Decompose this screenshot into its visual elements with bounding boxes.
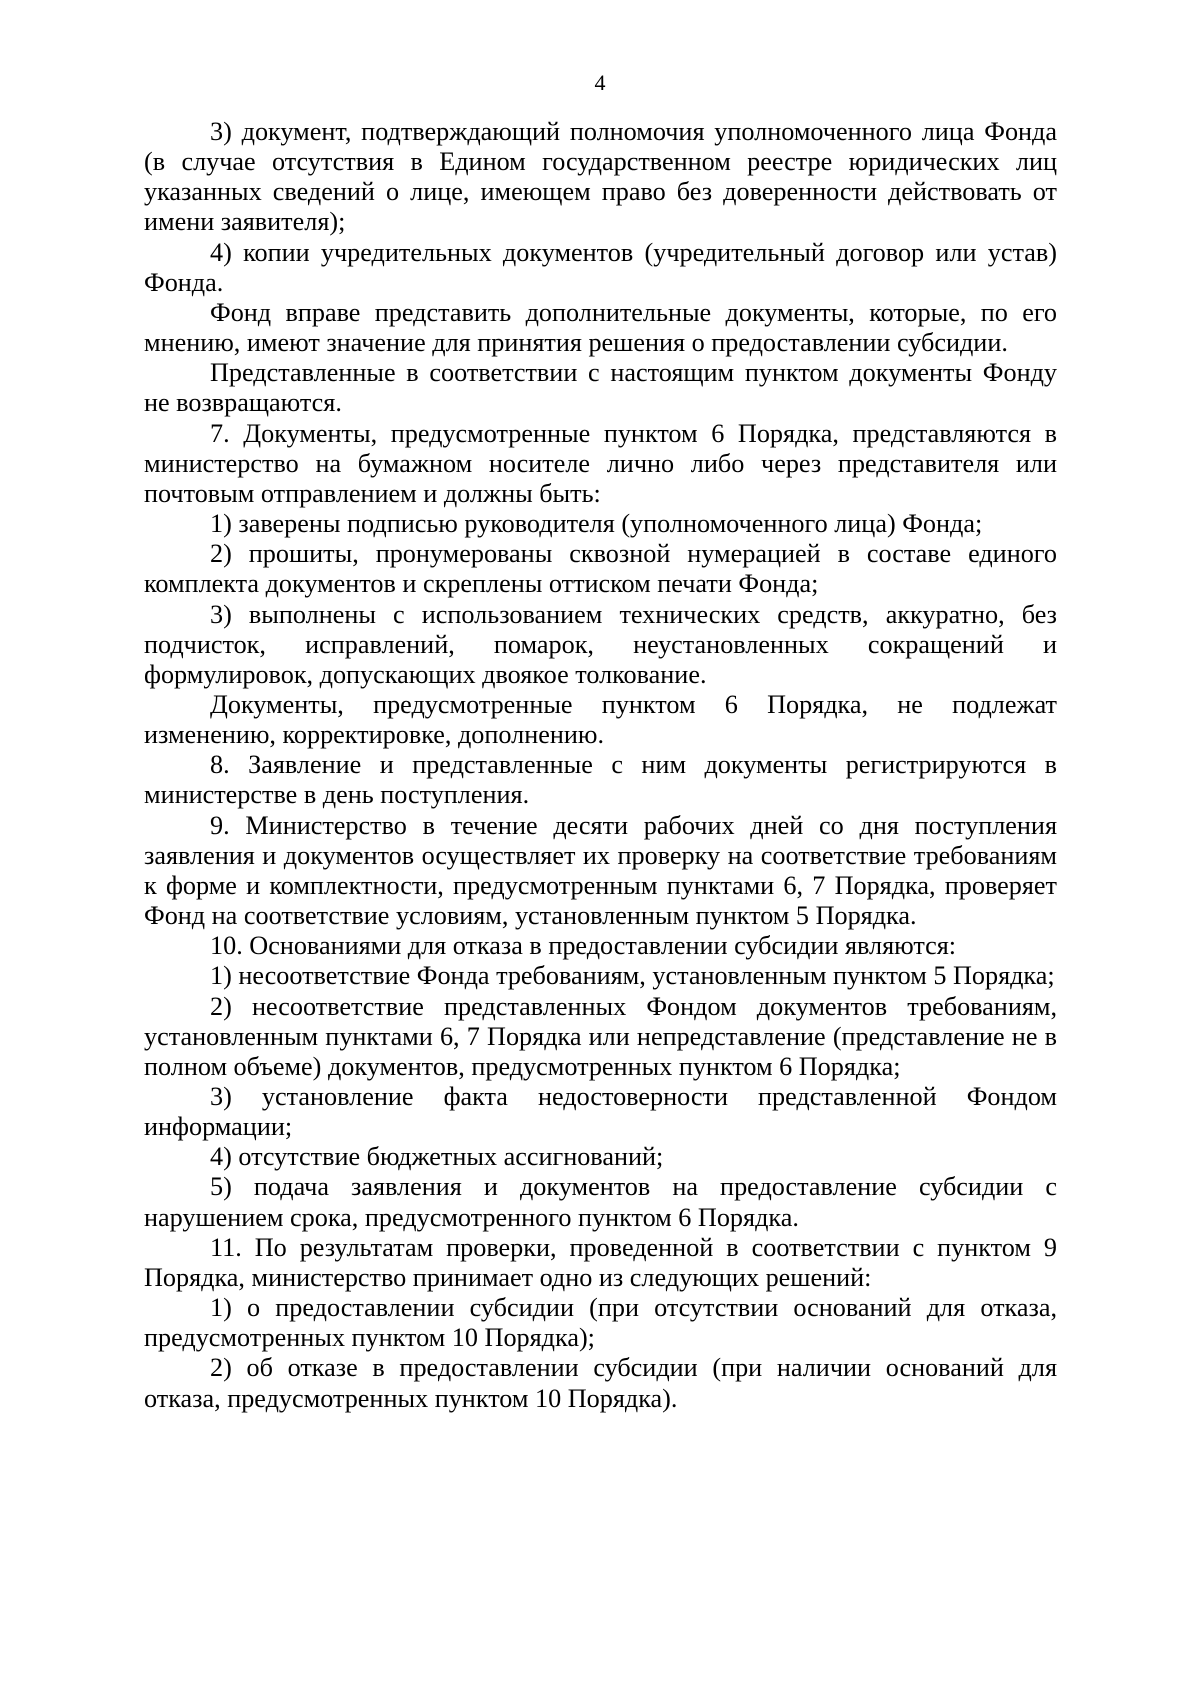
paragraph-clause-9: 9. Министерство в течение десяти рабочих дней со дня поступления заявления и документов осуществляет их проверку на соответствие требованиям к форме и комплектности, предусмотренным пунктами 6, 7 Порядка, проверяет Фонд на соответствие условиям, установленным пунктом 5 Порядка. — [144, 810, 1057, 931]
paragraph-item-3-authority-document: 3) документ, подтверждающий полномочия уполномоченного лица Фонда (в случае отсутствия в Едином государственном реестре юридических лиц указанных сведений о лице, имеющем право без доверенности действовать от имени заявителя); — [144, 117, 1057, 237]
paragraph-clause-7-item-2: 2) прошиты, пронумерованы сквозной нумерацией в составе единого комплекта документов и скреплены оттиском печати Фонда; — [144, 539, 1057, 599]
paragraph-clause-10-item-4: 4) отсутствие бюджетных ассигнований; — [210, 1142, 664, 1172]
paragraph-clause-10-item-3: 3) установление факта недостоверности представленной Фондом информации; — [144, 1082, 1057, 1142]
paragraph-documents-not-changed: Документы, предусмотренные пунктом 6 Порядка, не подлежат изменению, корректировке, дополнению. — [144, 689, 1057, 750]
paragraph-clause-7-item-3: 3) выполнены с использованием технических средств, аккуратно, без подчисток, исправлений, помарок, неустановленных сокращений и формулировок, допускающих двоякое толкование. — [144, 599, 1057, 689]
paragraph-clause-10-item-2: 2) несоответствие представленных Фондом документов требованиям, установленным пунктами 6, 7 Порядка или непредставление (представление не в полном объеме) документов, предусмотренных пунктом 6 Порядка; — [144, 991, 1057, 1081]
paragraph-clause-7: 7. Документы, предусмотренные пунктом 6 Порядка, представляются в министерство на бумажном носителе лично либо через представителя или почтовым отправлением и должны быть: — [144, 418, 1057, 508]
paragraph-documents-not-returned: Представленные в соответствии с настоящим пунктом документы Фонду не возвращаются. — [144, 358, 1057, 418]
paragraph-item-4-founding-documents: 4) копии учредительных документов (учредительный договор или устав) Фонда. — [144, 237, 1057, 297]
paragraph-clause-10-item-5: 5) подача заявления и документов на предоставление субсидии с нарушением срока, предусмотренного пунктом 6 Порядка. — [144, 1172, 1057, 1232]
paragraph-clause-10: 10. Основаниями для отказа в предоставлении субсидии являются: — [210, 931, 957, 961]
paragraph-additional-documents: Фонд вправе представить дополнительные документы, которые, по его мнению, имеют значение для принятия решения о предоставлении субсидии. — [144, 297, 1057, 358]
paragraph-clause-7-item-1: 1) заверены подписью руководителя (уполномоченного лица) Фонда; — [210, 509, 983, 539]
paragraph-clause-8: 8. Заявление и представленные с ним документы регистрируются в министерстве в день поступления. — [144, 750, 1057, 810]
paragraph-clause-11-item-1: 1) о предоставлении субсидии (при отсутствии оснований для отказа, предусмотренных пунктом 10 Порядка); — [144, 1293, 1057, 1353]
paragraph-clause-11-item-2: 2) об отказе в предоставлении субсидии (при наличии оснований для отказа, предусмотренных пунктом 10 Порядка). — [144, 1353, 1057, 1413]
page-number: 4 — [594, 70, 606, 95]
paragraph-clause-11: 11. По результатам проверки, проведенной в соответствии с пунктом 9 Порядка, министерство принимает одно из следующих решений: — [144, 1232, 1057, 1292]
paragraph-clause-10-item-1: 1) несоответствие Фонда требованиям, установленным пунктом 5 Порядка; — [210, 961, 1055, 991]
document-body — [144, 117, 1057, 1414]
